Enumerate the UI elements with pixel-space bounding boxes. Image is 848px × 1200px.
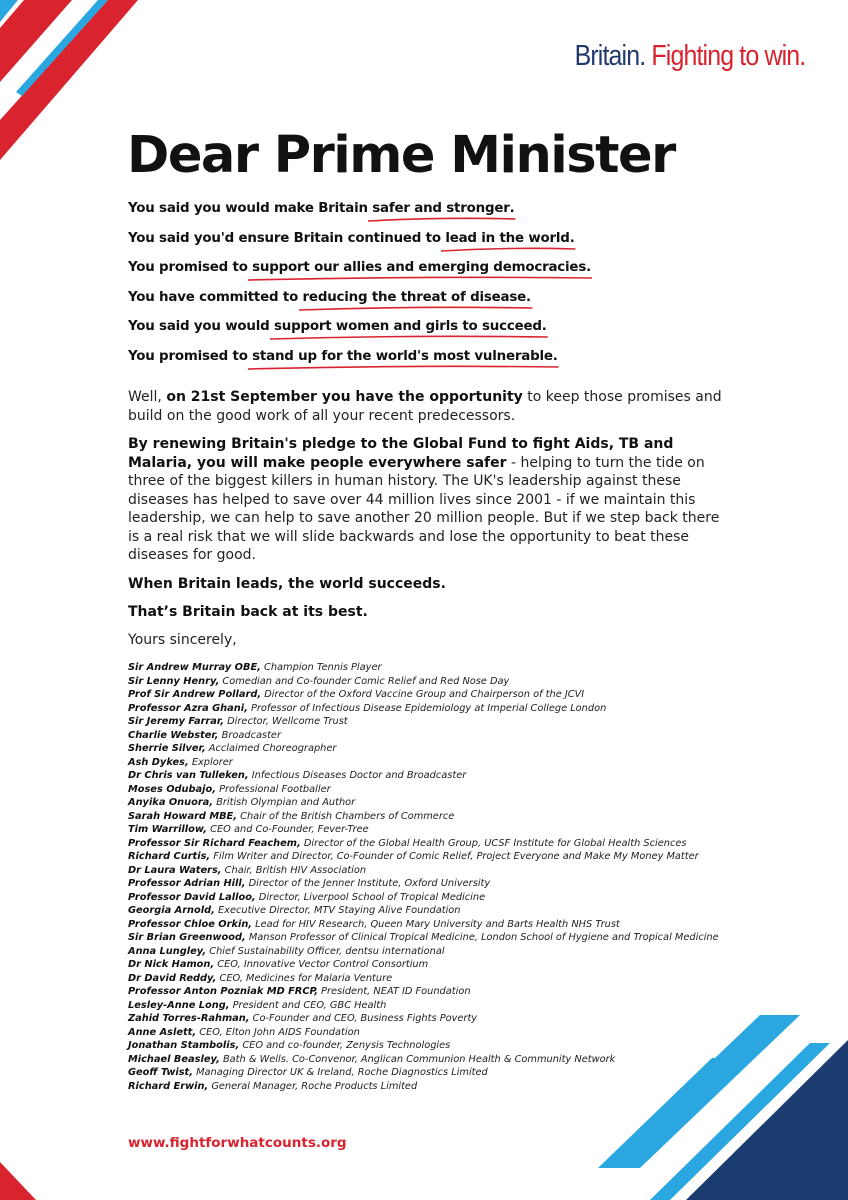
promise-emphasis: stand up for the world's most vulnerable xyxy=(252,349,553,364)
signatory-role: Lead for HIV Research, Queen Mary University and Barts Health NHS Trust xyxy=(255,918,620,930)
signatory-role: Chair, British HIV Association xyxy=(224,864,367,876)
signatory-role: Manson Professor of Clinical Tropical Medicine, London School of Hygiene and Tropical Medicine xyxy=(248,932,719,943)
signatory-name: Charlie Webster, xyxy=(128,729,219,741)
signatory-name: Dr Nick Hamon, xyxy=(128,959,215,970)
signatory-role: Director, Liverpool School of Tropical Medicine xyxy=(258,891,486,903)
signatory-name: Georgia Arnold, xyxy=(128,905,215,916)
signatory xyxy=(128,904,768,918)
signatory xyxy=(128,675,768,689)
signatory-role: CEO, Elton John AIDS Foundation xyxy=(199,1026,360,1038)
signatory xyxy=(128,972,768,986)
signatory xyxy=(128,756,768,770)
signatory xyxy=(128,985,768,999)
promise-emphasis: lead in the world xyxy=(445,231,569,246)
red-underline-swoosh xyxy=(248,275,592,283)
signatory-name: Sarah Howard MBE, xyxy=(128,810,237,822)
signatory xyxy=(128,1026,768,1040)
signatory-role: Chief Sustainability Officer, dentsu international xyxy=(209,945,445,957)
signatory-role: Film Writer and Director, Co-Founder of Comic Relief, Project Everyone and Make My Money Matter xyxy=(213,851,699,862)
signatory-name: Ash Dykes, xyxy=(128,756,189,768)
signatory xyxy=(128,715,768,729)
signatory-name: Professor David Lalloo, xyxy=(128,891,256,903)
signatory xyxy=(128,877,768,891)
signatory xyxy=(128,823,768,837)
signatory xyxy=(128,1080,768,1094)
signatory xyxy=(128,810,768,824)
signatory xyxy=(128,931,768,945)
signatory-role: General Manager, Roche Products Limited xyxy=(211,1080,418,1092)
signatory-name: Zahid Torres-Rahman, xyxy=(128,1013,250,1024)
signatory-name: Anna Lungley, xyxy=(128,945,207,957)
signatory-name: Professor Anton Pozniak MD FRCP, xyxy=(128,986,318,997)
signatory-name: Anyika Onuora, xyxy=(128,797,214,808)
signatory-name: Lesley-Anne Long, xyxy=(128,999,230,1011)
signatory xyxy=(128,1066,768,1080)
promise-line: You said you'd ensure Britain continued to lead in the world . xyxy=(128,231,688,261)
signatory-name: Michael Beasley, xyxy=(128,1053,220,1065)
signatory-role: CEO and co-founder, Zenysis Technologies xyxy=(242,1040,451,1051)
signatory-role: Explorer xyxy=(191,756,233,768)
signatory-name: Sir Andrew Murray OBE, xyxy=(128,662,261,673)
signatory-name: Professor Azra Ghani, xyxy=(128,702,248,714)
signatory-role: President and CEO, GBC Health xyxy=(232,999,387,1011)
signatory-role: President, NEAT ID Foundation xyxy=(321,986,471,997)
signatory xyxy=(128,688,768,702)
signatory xyxy=(128,742,768,756)
signatory-role: CEO, Innovative Vector Control Consortium xyxy=(217,959,429,970)
signatory-name: Geoff Twist, xyxy=(128,1067,193,1078)
signatory-role: Director of the Jenner Institute, Oxford University xyxy=(248,878,491,889)
promise-line: You said you would support women and girls to succeed . xyxy=(128,319,688,349)
signatory-role: Champion Tennis Player xyxy=(264,662,382,673)
tagline-fighting: Fighting to win. xyxy=(651,40,805,72)
signatory xyxy=(128,999,768,1013)
signatory-name: Professor Sir Richard Feachem, xyxy=(128,837,301,849)
signatory-role: Professional Footballer xyxy=(219,783,331,795)
promise-line: You said you would make Britain safer and stronger . xyxy=(128,201,688,231)
tagline-britain: Britain. xyxy=(574,40,645,72)
signatory xyxy=(128,1053,768,1067)
signatory xyxy=(128,864,768,878)
promise-emphasis: reducing the threat of disease xyxy=(303,290,527,305)
signatory-name: Jonathan Stambolis, xyxy=(128,1040,240,1051)
signatory-role: CEO, Medicines for Malaria Venture xyxy=(219,972,393,984)
signatory xyxy=(128,661,768,675)
signatory xyxy=(128,891,768,905)
promise-line: You have committed to reducing the threat of disease . xyxy=(128,290,688,320)
signatory xyxy=(128,850,768,864)
signatory-role: Professor of Infectious Disease Epidemiology at Imperial College London xyxy=(250,702,607,714)
signatory-role: Co-Founder and CEO, Business Fights Poverty xyxy=(252,1013,478,1024)
signatory-name: Sir Jeremy Farrar, xyxy=(128,716,224,727)
campaign-tagline xyxy=(574,40,805,73)
signatory-name: Sir Lenny Henry, xyxy=(128,675,220,687)
red-underline-swoosh xyxy=(248,364,559,372)
signatory xyxy=(128,1039,768,1053)
signatory-name: Sherrie Silver, xyxy=(128,743,206,754)
signatory-name: Dr Chris van Tulleken, xyxy=(128,770,249,781)
signatory-name: Richard Curtis, xyxy=(128,851,211,862)
signatory-role: British Olympian and Author xyxy=(216,797,356,808)
signatory-name: Prof Sir Andrew Pollard, xyxy=(128,689,262,700)
signatory xyxy=(128,783,768,797)
bottom-left-red-stripe xyxy=(0,1162,36,1200)
promises-list xyxy=(128,201,688,378)
closing-line-2: That’s Britain back at its best. xyxy=(128,604,368,620)
signatory-name: Dr Laura Waters, xyxy=(128,864,222,876)
sign-off: Yours sincerely, xyxy=(128,632,237,648)
signatory-role: Director of the Oxford Vaccine Group and Chairperson of the JCVI xyxy=(264,689,585,700)
promise-emphasis: support women and girls to succeed xyxy=(274,319,542,334)
promise-emphasis: support our allies and emerging democracies xyxy=(252,260,586,275)
red-underline-swoosh xyxy=(299,305,533,313)
signatory xyxy=(128,702,768,716)
red-underline-swoosh xyxy=(270,334,548,342)
signatory xyxy=(128,837,768,851)
letter-body xyxy=(128,388,728,632)
signatory-role: Broadcaster xyxy=(221,729,281,741)
paragraph-global-fund: By renewing Britain's pledge to the Global Fund to fight Aids, TB and Malaria, you will make people everywhere safer - helping to turn the tide on three of the biggest killers in human history. The UK's leadership against these diseases has helped to save over 44 million lives since 2001 - if we maintain this leadership, we can help to save another 20 million people. But if we step back there is a real risk that we will slide backwards and lose the opportunity to beat these diseases for good. xyxy=(128,436,720,563)
signatory-role: Chair of the British Chambers of Commerce xyxy=(240,810,455,822)
signatory xyxy=(128,796,768,810)
signatory xyxy=(128,945,768,959)
signatory-role: Bath & Wells. Co-Convenor, Anglican Communion Health & Community Network xyxy=(222,1053,616,1065)
signatory-name: Sir Brian Greenwood, xyxy=(128,932,246,943)
signatory xyxy=(128,769,768,783)
signatory-role: Director, Wellcome Trust xyxy=(227,716,348,727)
signatory-name: Professor Adrian Hill, xyxy=(128,878,246,889)
campaign-url[interactable]: www.fightforwhatcounts.org xyxy=(128,1135,347,1151)
closing-line-1: When Britain leads, the world succeeds. xyxy=(128,575,446,592)
paragraph-opportunity: Well, on 21st September you have the opportunity to keep those promises and build on the good work of all your recent predecessors. xyxy=(128,389,722,424)
signatory-name: Moses Odubajo, xyxy=(128,783,216,795)
promise-line: You promised to stand up for the world's most vulnerable . xyxy=(128,349,688,379)
signatory xyxy=(128,1012,768,1026)
signatory-role: Acclaimed Choreographer xyxy=(208,743,337,754)
signatories-list xyxy=(128,661,768,1093)
signatory-name: Richard Erwin, xyxy=(128,1080,209,1092)
promise-line: You promised to support our allies and emerging democracies . xyxy=(128,260,688,290)
letter-title: Dear Prime Minister xyxy=(127,126,675,185)
promise-emphasis: safer and stronger xyxy=(372,201,509,216)
signatory-role: Infectious Diseases Doctor and Broadcaster xyxy=(251,770,467,781)
red-underline-swoosh xyxy=(368,216,515,224)
signatory-role: CEO and Co-Founder, Fever-Tree xyxy=(210,824,369,835)
red-underline-swoosh xyxy=(441,246,575,254)
signatory-name: Anne Aslett, xyxy=(128,1026,197,1038)
signatory-name: Professor Chloe Orkin, xyxy=(128,918,253,930)
signatory xyxy=(128,729,768,743)
signatory-role: Director of the Global Health Group, UCSF Institute for Global Health Sciences xyxy=(303,837,687,849)
signatory-name: Dr David Reddy, xyxy=(128,972,217,984)
signatory-name: Tim Warrillow, xyxy=(128,824,208,835)
signatory-role: Executive Director, MTV Staying Alive Foundation xyxy=(217,905,461,916)
signatory xyxy=(128,918,768,932)
signatory-role: Managing Director UK & Ireland, Roche Diagnostics Limited xyxy=(196,1067,488,1078)
signatory-role: Comedian and Co-founder Comic Relief and Red Nose Day xyxy=(222,675,510,687)
signatory xyxy=(128,958,768,972)
